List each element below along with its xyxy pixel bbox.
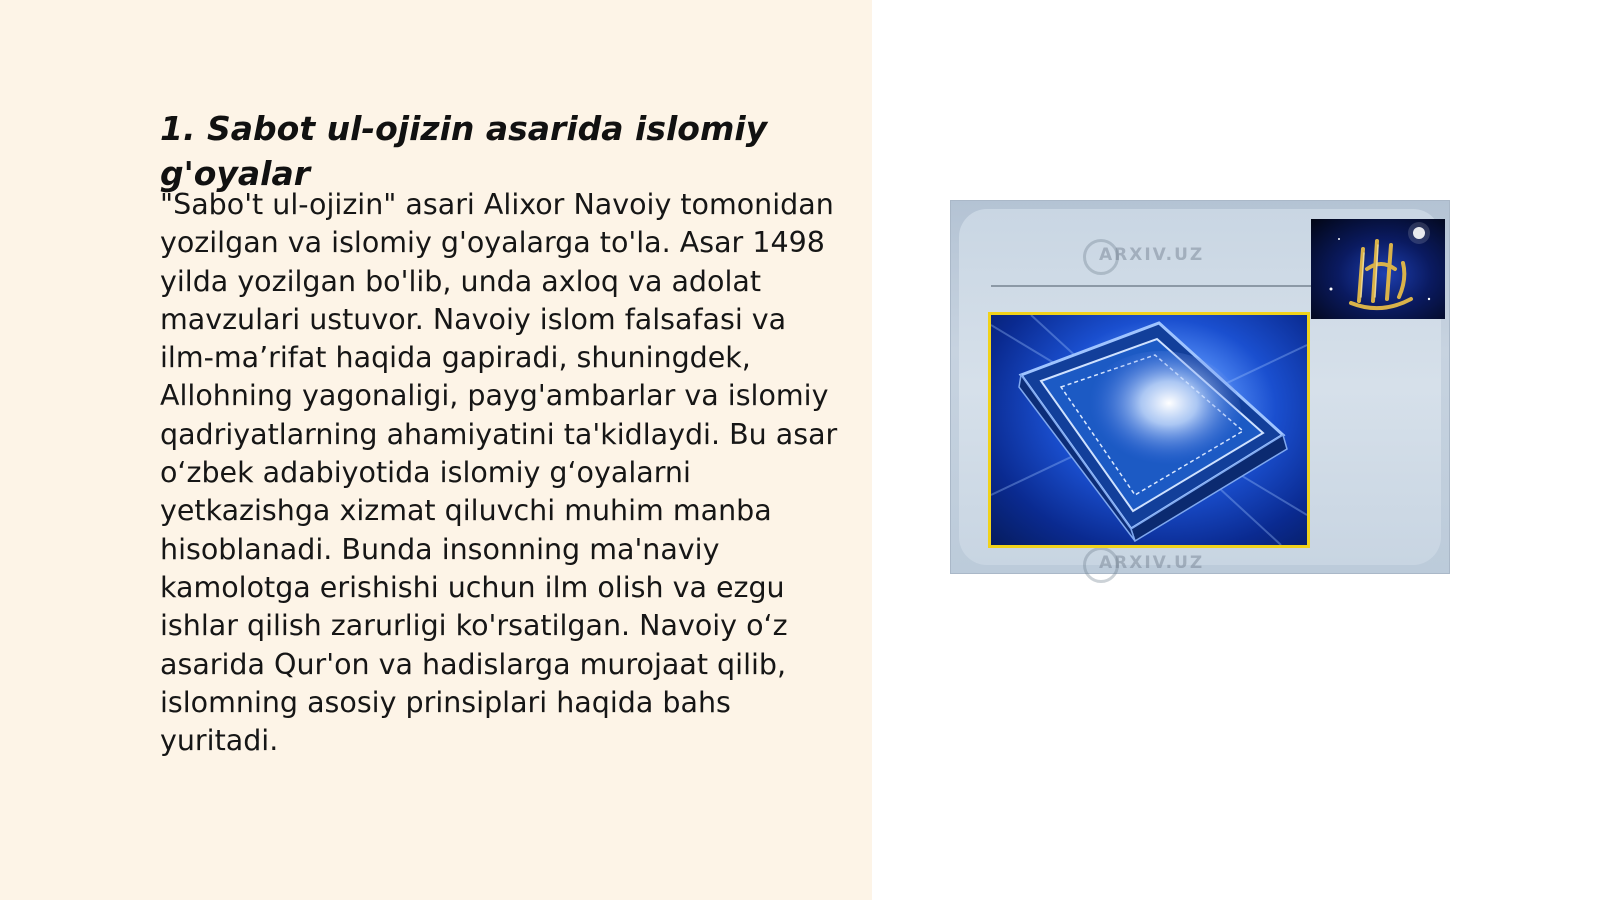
calligraphy-svg: [1311, 219, 1445, 319]
divider-line: [991, 285, 1321, 287]
illustration-image: [950, 200, 1450, 574]
slide-body-text: "Sabo't ul-ojizin" asari Alixor Navoiy tomonidan yozilgan va islomiy g'oyalarga to'la. Asar 1498 yilda yozilgan bo'lib, unda axloq va adolat mavzulari ustuvor. Navoiy islom falsafasi va ilm-ma’rifat haqida gapiradi, shuningdek, Allohning yagonaligi, payg'ambarlar va islomiy qadriyatlarning ahamiyatini ta'kidlaydi. Bu asar o‘zbek adabiyotida islomiy g‘oyalarni yetkazishga xizmat qiluvchi muhim manba hisoblanadi. Bunda insonning ma'naviy kamolotga erishishi uchun ilm olish va ezgu ishlar qilish zarurligi ko'rsatilgan. Navoiy o‘z asarida Qur'on va hadislarga murojaat qilib, islomning asosiy prinsiplari haqida bahs yuritadi.: [160, 188, 838, 758]
slide-title: 1. Sabot ul-ojizin asarida islomiy g'oyalar: [160, 109, 768, 193]
book-svg: [991, 315, 1307, 545]
watermark-bottom: ARXIV.UZ: [1099, 553, 1205, 573]
book-illustration: [988, 312, 1310, 548]
watermark-top: ARXIV.UZ: [1099, 245, 1205, 265]
allah-calligraphy-image: [1311, 219, 1445, 319]
